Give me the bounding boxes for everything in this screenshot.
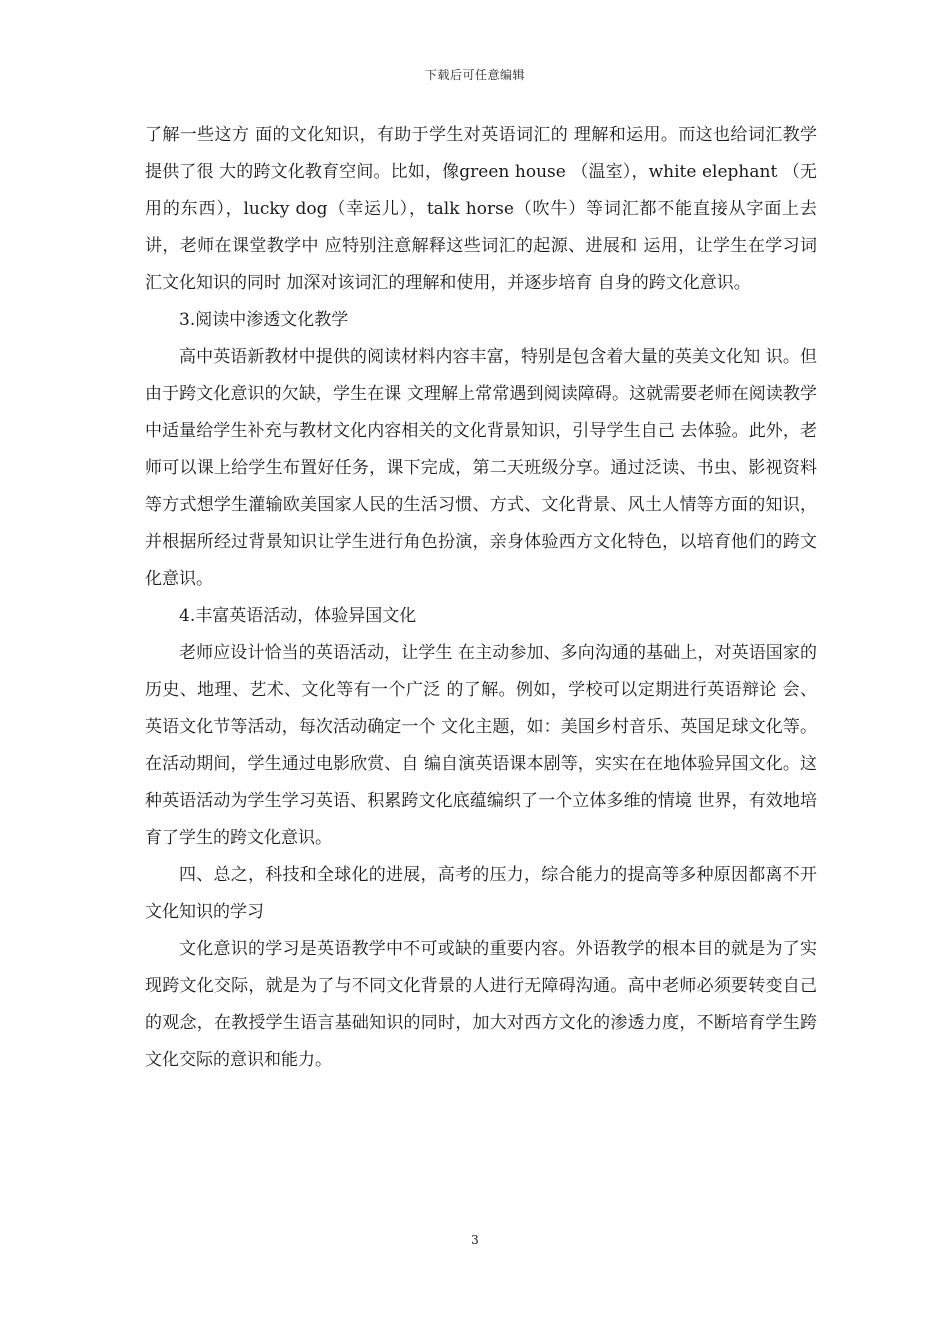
section-heading-activities: 4.丰富英语活动，体验异国文化 xyxy=(179,606,417,626)
document-body xyxy=(145,117,817,1079)
paragraph-reading: 高中英语新教材中提供的阅读材料内容丰富，特别是包含着大量的英美文化知 识。但由于跨文化意识的欠缺，学生在课 文理解上常常遇到阅读障碍。这就需要老师在阅读教学中适量给学生补充与教材文化内容相关的文化背景知识，引导学生自己 去体验。此外，老师可以课上给学生布置好任务，课下完成，第二天班级分享。通过泛读、书虫、影视资料等方式想学生灌输欧美国家人民的生活习惯、方式、文化背景、风土人情等方面的知识，并根据所经过背景知识让学生进行角色扮演，亲身体验西方文化特色，以培育他们的跨文化意识。 xyxy=(145,347,817,589)
paragraph-vocabulary-continued: 了解一些这方 面的文化知识，有助于学生对英语词汇的 理解和运用。而这也给词汇教学提供了很 大的跨文化教育空间。比如，像green house （温室），white elephant （无用的东西），lucky dog（幸运儿），talk horse（吹牛）等词汇都不能直接从字面上去讲，老师在课堂教学中 应特别注意解释这些词汇的起源、进展和 运用，让学生在学习词汇文化知识的同时 加深对该词汇的理解和使用，并逐步培育 自身的跨文化意识。 xyxy=(145,125,817,293)
section-heading-reading: 3.阅读中渗透文化教学 xyxy=(179,310,349,330)
page-header: 下载后可任意编辑 xyxy=(424,68,525,82)
page-number: 3 xyxy=(471,1233,479,1247)
paragraph-activities: 老师应设计恰当的英语活动，让学生 在主动参加、多向沟通的基础上，对英语国家的历史、地理、艺术、文化等有一个广泛 的了解。例如，学校可以定期进行英语辩论 会、英语文化节等活动，每次活动确定一个 文化主题，如：美国乡村音乐、英国足球文化等。在活动期间，学生通过电影欣赏、自 编自演英语课本剧等，实实在在地体验异国文化。这种英语活动为学生学习英语、积累跨文化底蕴编织了一个立体多维的情境 世界，有效地培育了学生的跨文化意识。 xyxy=(145,643,817,848)
section-heading-conclusion: 四、总之，科技和全球化的进展，高考的压力，综合能力的提高等多种原因都离不开文化知识的学习 xyxy=(145,865,817,922)
paragraph-conclusion: 文化意识的学习是英语教学中不可或缺的重要内容。外语教学的根本目的就是为了实现跨文化交际，就是为了与不同文化背景的人进行无障碍沟通。高中老师必须要转变自己的观念，在教授学生语言基础知识的同时，加大对西方文化的渗透力度，不断培育学生跨文化交际的意识和能力。 xyxy=(145,939,817,1070)
